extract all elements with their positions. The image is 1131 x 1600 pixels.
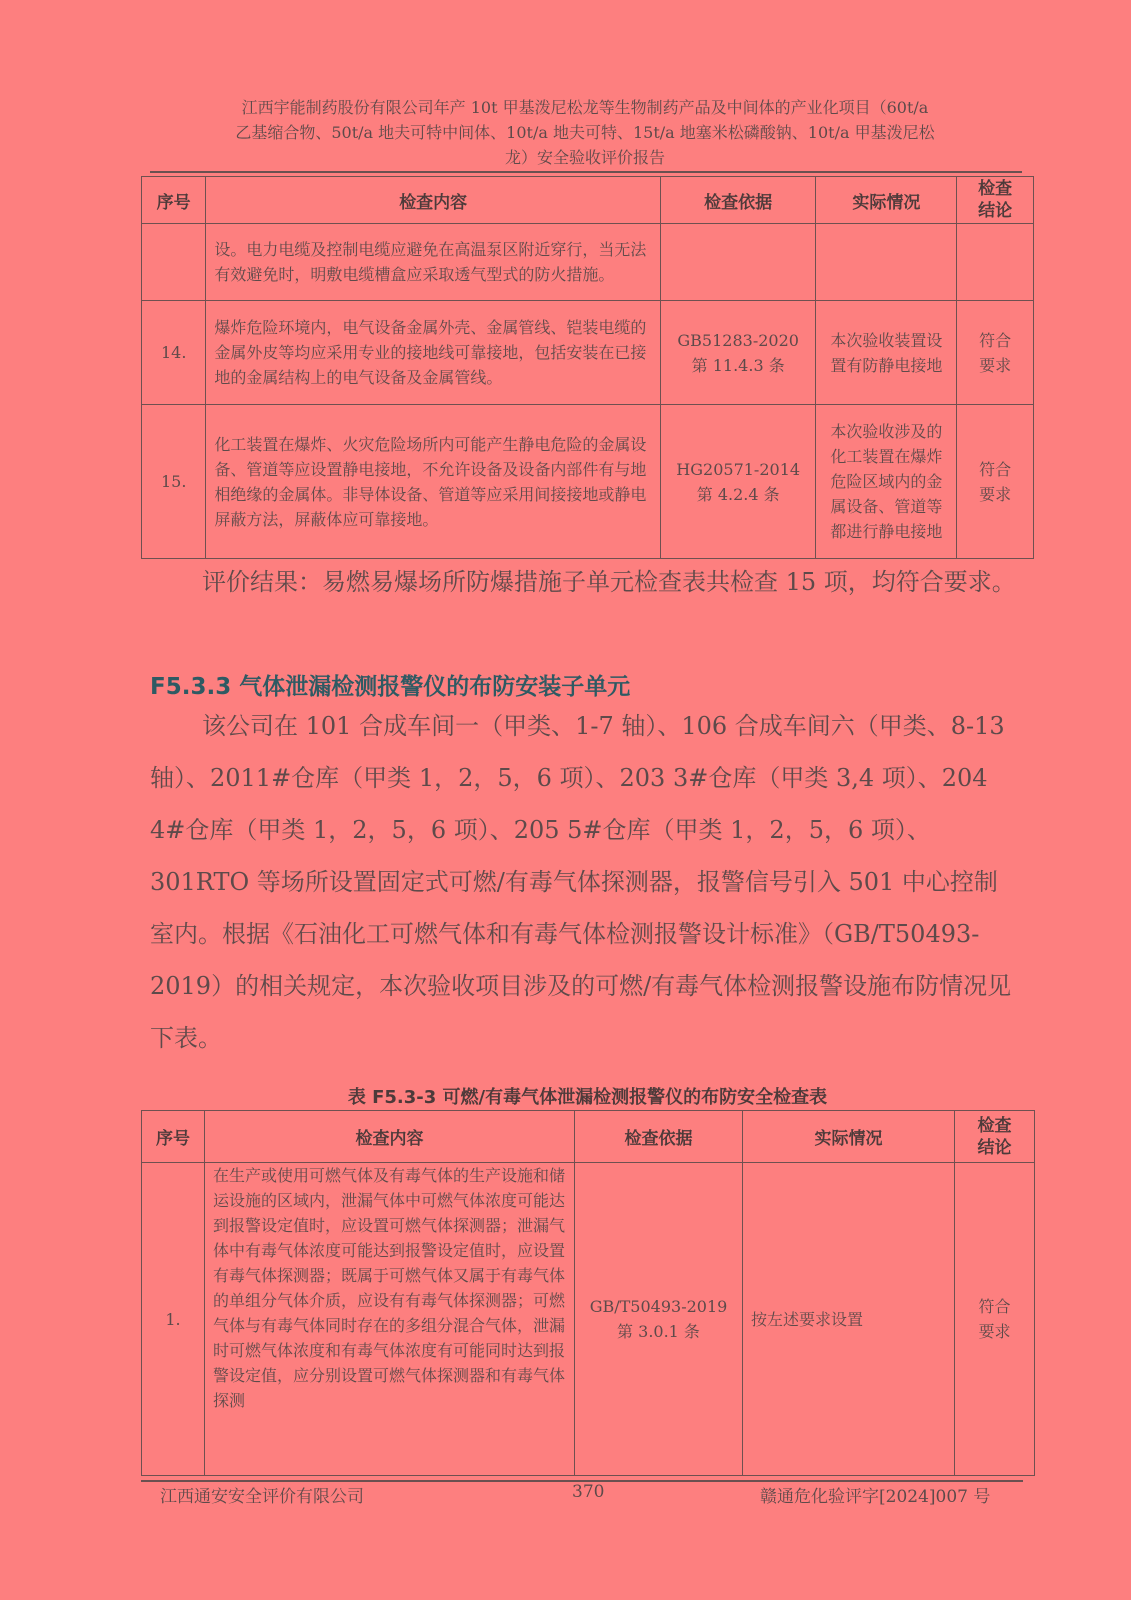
table-row [142, 301, 1034, 405]
row-no: 1. [142, 1163, 205, 1476]
row-actual: 按左述要求设置 [743, 1163, 955, 1476]
row-no: 14. [142, 301, 206, 405]
row-actual: 本次验收装置设置有防静电接地 [816, 301, 957, 405]
col-header-no: 序号 [142, 1111, 205, 1163]
report-header [150, 95, 1020, 170]
evaluation-result: 评价结果：易燃易爆场所防爆措施子单元检查表共检查 15 项，均符合要求。 [202, 568, 1016, 596]
table-header-row [142, 177, 1034, 224]
gas-detector-check-table [141, 1110, 1035, 1476]
row-basis: GB51283-2020 第 11.4.3 条 [661, 301, 816, 405]
row-basis [661, 224, 816, 301]
row-result: 符合 要求 [957, 405, 1034, 559]
col-header-no: 序号 [142, 177, 206, 224]
row-result: 符合 要求 [955, 1163, 1035, 1476]
inspection-table-continued [141, 176, 1034, 559]
footer-doc-number: 赣通危化验评字[2024]007 号 [760, 1487, 991, 1507]
table-caption: 表 F5.3-3 可燃/有毒气体泄漏检测报警仪的布防安全检查表 [347, 1087, 828, 1108]
row-actual: 本次验收涉及的化工装置在爆炸危险区域内的金属设备、管道等都进行静电接地 [816, 405, 957, 559]
table-row [142, 405, 1034, 559]
row-result: 符合 要求 [957, 301, 1034, 405]
col-header-content: 检查内容 [206, 177, 661, 224]
body-paragraph: 该公司在 101 合成车间一（甲类、1-7 轴）、106 合成车间六（甲类、8-13 轴）、2011#仓库（甲类 1，2，5，6 项）、203 3#仓库（甲类 3,4 项）、204 4#仓库（甲类 1，2，5，6 项）、205 5#仓库（甲类 1，2，5，6 项）、301RTO 等场所设置固定式可燃/有毒气体探测器，报警信号引入 501 中心控制室内。根据《石油化工可燃气体和有毒气体检测报警设计标准》（GB/T50493-2019）的相关规定，本次验收项目涉及的可燃/有毒气体检测报警设施布防情况见下表。 [150, 712, 1012, 1052]
col-header-content: 检查内容 [205, 1111, 575, 1163]
header-rule [150, 171, 1022, 173]
row-result [957, 224, 1034, 301]
row-basis: HG20571-2014 第 4.2.4 条 [661, 405, 816, 559]
footer-company: 江西通安安全评价有限公司 [160, 1487, 364, 1507]
table-header-row [142, 1111, 1035, 1163]
table-row [142, 1163, 1035, 1476]
page-number: 370 [572, 1482, 605, 1502]
row-content: 爆炸危险环境内，电气设备金属外壳、金属管线、铠装电缆的金属外皮等均应采用专业的接地线可靠接地，包括安装在已接地的金属结构上的电气设备及金属管线。 [206, 301, 661, 405]
header-line: 龙）安全验收评价报告 [504, 148, 665, 167]
col-header-actual: 实际情况 [816, 177, 957, 224]
row-basis: GB/T50493-2019 第 3.0.1 条 [575, 1163, 743, 1476]
row-content: 在生产或使用可燃气体及有毒气体的生产设施和储运设施的区域内，泄漏气体中可燃气体浓度可能达到报警设定值时，应设置可燃气体探测器；泄漏气体中有毒气体浓度可能达到报警设定值时，应设置有毒气体探测器；既属于可燃气体又属于有毒气体的单组分气体介质，应设有有毒气体探测器；可燃气体与有毒气体同时存在的多组分混合气体，泄漏时可燃气体浓度和有毒气体浓度有可能同时达到报警设定值，应分别设置可燃气体探测器和有毒气体探测 [205, 1163, 575, 1476]
row-no [142, 224, 206, 301]
section-heading: F5.3.3 气体泄漏检测报警仪的布防安装子单元 [150, 674, 631, 700]
row-no: 15. [142, 405, 206, 559]
row-content: 设。电力电缆及控制电缆应避免在高温泵区附近穿行，当无法有效避免时，明敷电缆槽盒应采取透气型式的防火措施。 [206, 224, 661, 301]
header-line: 乙基缩合物、50t/a 地夫可特中间体、10t/a 地夫可特、15t/a 地塞米松磷酸钠、10t/a 甲基泼尼松 [235, 123, 935, 142]
col-header-basis: 检查依据 [661, 177, 816, 224]
header-line: 江西宇能制药股份有限公司年产 10t 甲基泼尼松龙等生物制药产品及中间体的产业化项目（60t/a [241, 98, 929, 117]
col-header-result: 检查 结论 [955, 1111, 1035, 1163]
col-header-actual: 实际情况 [743, 1111, 955, 1163]
row-actual [816, 224, 957, 301]
row-content: 化工装置在爆炸、火灾危险场所内可能产生静电危险的金属设备、管道等应设置静电接地，不允许设备及设备内部件有与地相绝缘的金属体。非导体设备、管道等应采用间接接地或静电屏蔽方法，屏蔽体应可靠接地。 [206, 405, 661, 559]
table-row [142, 224, 1034, 301]
col-header-basis: 检查依据 [575, 1111, 743, 1163]
col-header-result: 检查 结论 [957, 177, 1034, 224]
